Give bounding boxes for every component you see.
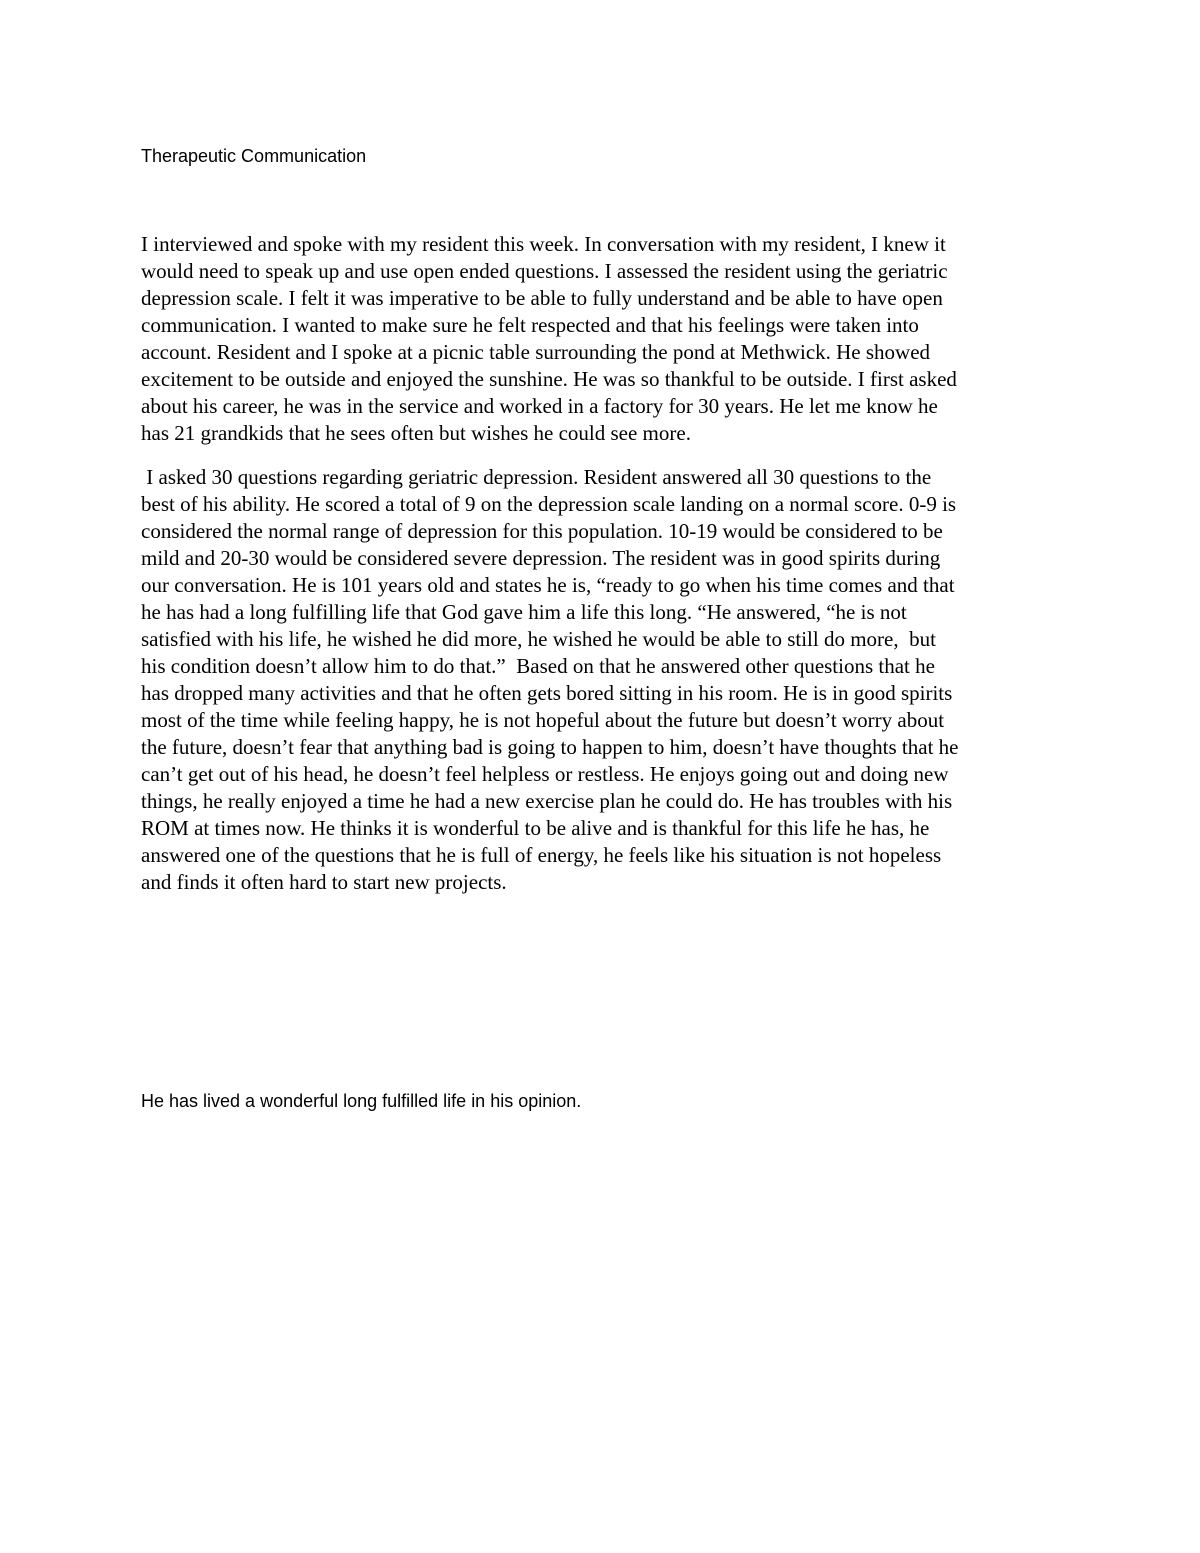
paragraph-line: satisfied with his life, he wished he did more, he wished he would be able to still do more, but [141,627,936,651]
paragraph-line: and finds it often hard to start new projects. [141,870,507,894]
paragraph-line: communication. I wanted to make sure he felt respected and that his feelings were taken into [141,313,919,337]
paragraph-line: considered the normal range of depression for this population. 10-19 would be considered to be [141,519,943,543]
paragraph-interview [141,231,1066,447]
paragraph-line: I interviewed and spoke with my resident this week. In conversation with my resident, I knew it [141,232,946,256]
document-title: Therapeutic Communication [141,146,367,166]
paragraph-line: most of the time while feeling happy, he is not hopeful about the future but doesn’t worry about [141,708,945,732]
paragraph-line: has dropped many activities and that he often gets bored sitting in his room. He is in good spirits [141,681,953,705]
paragraph-line: best of his ability. He scored a total of 9 on the depression scale landing on a normal score. 0-9 is [141,492,957,516]
paragraph-line: excitement to be outside and enjoyed the sunshine. He was so thankful to be outside. I first asked [141,367,957,391]
paragraph-line: can’t get out of his head, he doesn’t feel helpless or restless. He enjoys going out and doing new [141,762,949,786]
paragraph-line: depression scale. I felt it was imperative to be able to fully understand and be able to have open [141,286,943,310]
paragraph-line: mild and 20-30 would be considered severe depression. The resident was in good spirits during [141,546,941,570]
paragraph-line: would need to speak up and use open ended questions. I assessed the resident using the geriatric [141,259,948,283]
paragraph-assessment [141,464,1066,896]
paragraph-line: our conversation. He is 101 years old and states he is, “ready to go when his time comes and that [141,573,955,597]
paragraph-line: the future, doesn’t fear that anything bad is going to happen to him, doesn’t have thoughts that he [141,735,959,759]
paragraph-line: account. Resident and I spoke at a picnic table surrounding the pond at Methwick. He showed [141,340,931,364]
paragraph-line: his condition doesn’t allow him to do that.” Based on that he answered other questions that he [141,654,935,678]
paragraph-line: he has had a long fulfilling life that God gave him a life this long. “He answered, “he is not [141,600,907,624]
paragraph-line: has 21 grandkids that he sees often but wishes he could see more. [141,421,691,445]
paragraph-line: things, he really enjoyed a time he had a new exercise plan he could do. He has troubles with his [141,789,953,813]
closing-sentence: He has lived a wonderful long fulfilled life in his opinion. [141,1091,582,1111]
paragraph-line: I asked 30 questions regarding geriatric depression. Resident answered all 30 questions to the [141,465,932,489]
paragraph-line: answered one of the questions that he is full of energy, he feels like his situation is not hopeless [141,843,942,867]
paragraph-line: ROM at times now. He thinks it is wonderful to be alive and is thankful for this life he has, he [141,816,930,840]
paragraph-line: about his career, he was in the service and worked in a factory for 30 years. He let me know he [141,394,938,418]
